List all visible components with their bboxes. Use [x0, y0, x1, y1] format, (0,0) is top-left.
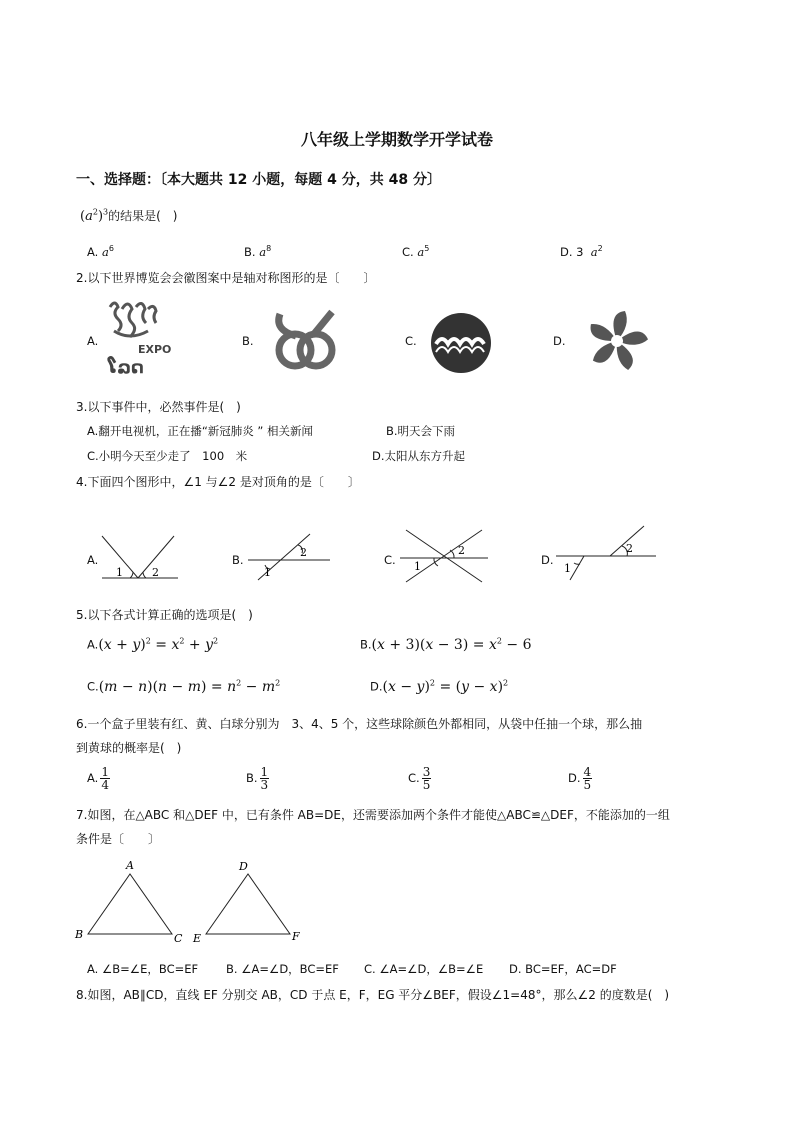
svg-text:ໂລດ: ໂລດ [108, 357, 144, 377]
svg-text:E: E [193, 932, 202, 945]
q7-option-c[interactable]: C. ∠A=∠D，∠B=∠E [364, 962, 484, 976]
expo-logo-d-icon [584, 308, 650, 374]
q6-option-a[interactable]: A. $\frac{1}{4}$ [87, 765, 109, 792]
q1-expression: $(a^2)^3$ [80, 207, 109, 224]
q4-option-c-label[interactable]: C. [384, 553, 396, 567]
question-3-stem: 3.以下事件中，必然事件是( ) [76, 400, 241, 414]
expo-logo-a-icon [100, 297, 185, 377]
q6-option-c[interactable]: C. $\frac{3}{5}$ [408, 765, 431, 792]
svg-text:1: 1 [264, 566, 271, 579]
q1-option-c[interactable]: C. $a^5$ [402, 244, 430, 259]
q7-option-d[interactable]: D. BC=EF，AC=DF [509, 962, 617, 976]
svg-text:A: A [126, 859, 134, 872]
svg-text:D: D [239, 860, 248, 873]
svg-text:2: 2 [300, 546, 307, 559]
section-heading: 一、选择题：〔本大题共 12 小题，每题 4 分，共 48 分〕 [76, 172, 441, 188]
q4-option-b-label[interactable]: B. [232, 553, 244, 567]
q6-option-b[interactable]: B. $\frac{1}{3}$ [246, 765, 269, 792]
q1-option-b[interactable]: B. $a^8$ [244, 244, 272, 259]
q3-option-d[interactable]: D.太阳从东方升起 [372, 449, 466, 463]
q5-option-a[interactable]: $A.(x + y)^2 = x^2 + y^2$ [87, 636, 219, 653]
question-6-stem-line2: 到黄球的概率是( ) [76, 741, 182, 755]
svg-text:1: 1 [414, 560, 421, 573]
svg-text:F: F [292, 930, 300, 943]
svg-text:C: C [174, 932, 183, 945]
svg-text:2: 2 [626, 542, 633, 555]
svg-text:1: 1 [564, 562, 571, 575]
svg-text:EXPO: EXPO [138, 343, 172, 356]
q2-option-b-label[interactable]: B. [242, 334, 254, 348]
page-title: 八年级上学期数学开学试卷 [300, 130, 493, 149]
question-2-stem: 2.以下世界博览会会徽图案中是轴对称图形的是〔 〕 [76, 271, 376, 285]
question-7-stem-line2: 条件是〔 〕 [76, 832, 161, 846]
svg-text:2: 2 [152, 566, 159, 579]
expo-logo-b-icon [272, 308, 338, 372]
q7-triangles-figure [72, 858, 312, 948]
q1-option-d[interactable]: D. 3 $a^2$ [560, 244, 603, 259]
svg-text:2: 2 [458, 544, 465, 557]
question-8-stem: 8.如图，AB∥CD，直线 EF 分别交 AB，CD 于点 E，F，EG 平分∠BEF，假设∠1=48°，那么∠2 的度数是( ) [76, 988, 670, 1002]
q3-option-c[interactable]: C.小明今天至少走了 100 米 [87, 449, 248, 463]
q5-option-d[interactable]: $D.(x - y)^2 = (y - x)^2$ [370, 678, 509, 695]
q2-option-d-label[interactable]: D. [553, 334, 566, 348]
q4-option-a-label[interactable]: A. [87, 553, 99, 567]
q6-option-d[interactable]: D. $\frac{4}{5}$ [568, 765, 592, 792]
svg-text:1: 1 [116, 566, 123, 579]
question-7-stem-line1: 7.如图，在△ABC 和△DEF 中，已有条件 AB=DE，还需要添加两个条件才能使△ABC≌△DEF，不能添加的一组 [76, 808, 670, 822]
q4-option-d-label[interactable]: D. [541, 553, 554, 567]
q2-option-a-label[interactable]: A. [87, 334, 99, 348]
question-4-stem: 4.下面四个图形中，∠1 与∠2 是对顶角的是〔 〕 [76, 475, 360, 489]
question-5-stem: 5.以下各式计算正确的选项是( ) [76, 608, 253, 622]
q7-option-b[interactable]: B. ∠A=∠D，BC=EF [226, 962, 339, 976]
q3-option-a[interactable]: A.翻开电视机，正在播“新冠肺炎 ” 相关新闻 [87, 424, 314, 438]
question-1 [80, 207, 177, 224]
q5-option-b[interactable]: $B.(x + 3)(x - 3) = x^2 - 6$ [360, 636, 532, 653]
q1-option-a[interactable]: A. $a^6$ [87, 244, 114, 259]
question-6-stem-line1: 6.一个盒子里装有红、黄、白球分别为 3、4、5 个，这些球除颜色外都相同，从袋中任抽一个球，那么抽 [76, 717, 643, 731]
q3-option-b[interactable]: B.明天会下雨 [386, 424, 456, 438]
q4-figure-c [398, 526, 490, 584]
q4-figure-d [554, 524, 658, 582]
q7-option-a[interactable]: A. ∠B=∠E，BC=EF [87, 962, 199, 976]
q1-stem: 的结果是( ) [108, 209, 178, 223]
q2-option-c-label[interactable]: C. [405, 334, 417, 348]
svg-text:B: B [75, 928, 84, 941]
q4-figure-a [98, 532, 182, 584]
q4-figure-b [246, 530, 332, 584]
q5-option-c[interactable]: $C.(m - n)(n - m) = n^2 - m^2$ [87, 678, 281, 695]
expo-logo-c-icon [430, 312, 492, 374]
